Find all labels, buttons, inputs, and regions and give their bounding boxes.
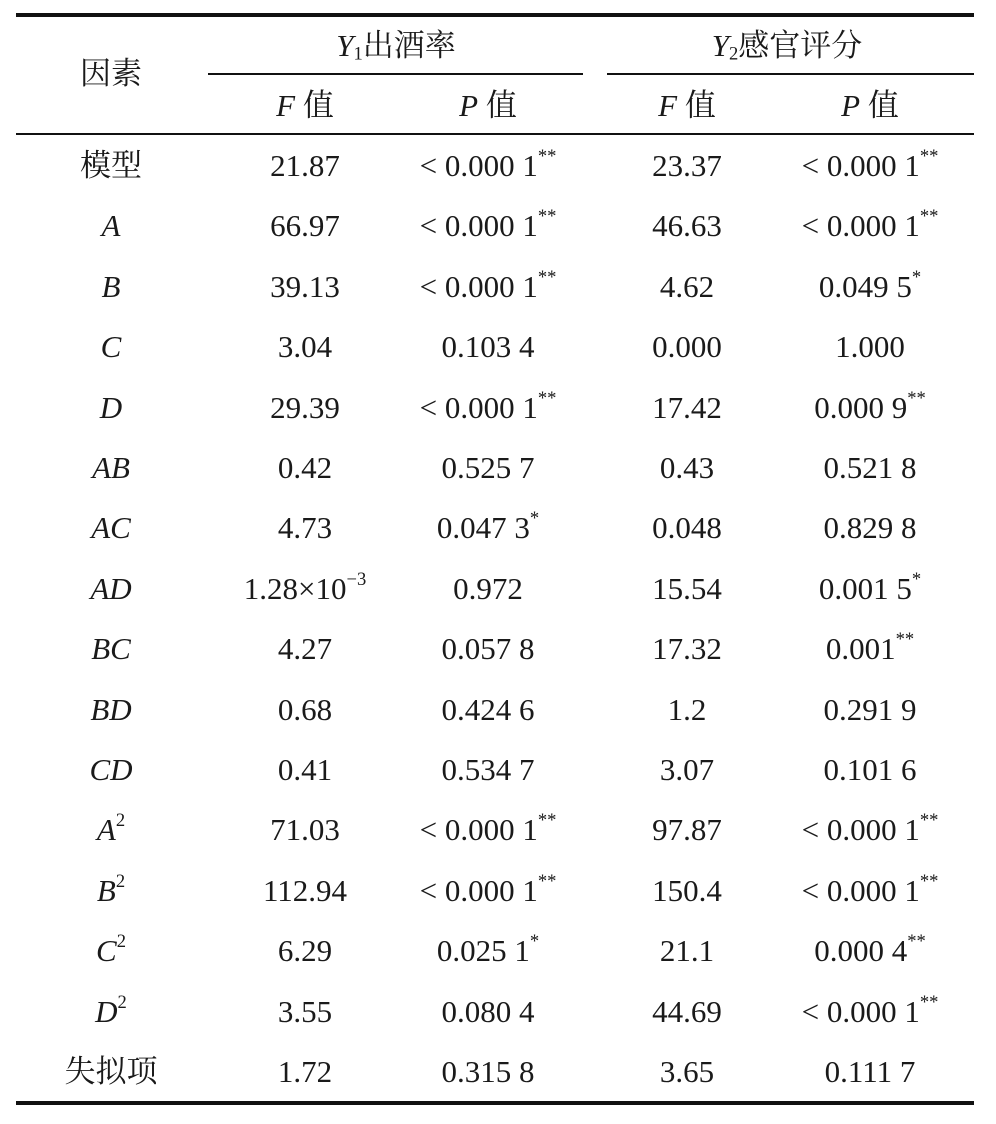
f-value-y1: [278, 750, 332, 790]
p-value-y1: [442, 1052, 535, 1092]
factor-cell: [80, 146, 142, 186]
f-value-text: 1.28×10: [243, 571, 347, 606]
p-value-text: 0.534 7: [441, 752, 535, 787]
factor-exponent: 2: [115, 871, 126, 893]
p-value-text: < 0.000 1: [801, 994, 920, 1029]
factor-cell: [89, 750, 132, 790]
significance-mark: *: [911, 569, 922, 591]
p-value-text: < 0.000 1: [801, 148, 920, 183]
factor-cell: [92, 448, 130, 488]
p-value-y2: [814, 388, 926, 428]
significance-mark: **: [919, 206, 939, 228]
p-value-y2: [802, 871, 939, 911]
f-value-y1: [244, 569, 367, 609]
p-value-text: 0.424 6: [441, 692, 535, 727]
p-value-text: < 0.000 1: [419, 269, 538, 304]
p-value-text: 0.111 7: [824, 1054, 916, 1089]
f-symbol: F: [276, 88, 296, 123]
p-value-text: 0.521 8: [823, 450, 917, 485]
f-value-text: 39.13: [270, 269, 340, 304]
p-value-text: 0.972: [453, 571, 523, 606]
factor-label: C: [100, 329, 122, 364]
f-value-text: 1.72: [277, 1054, 333, 1089]
factor-label: B: [96, 873, 116, 908]
f-value-text: 15.54: [652, 571, 722, 606]
f-value-y1: [278, 327, 332, 367]
p-value-y1: [442, 448, 535, 488]
f-value-y2: [652, 327, 722, 367]
factor-label: 模型: [80, 148, 142, 183]
p-value-text: 0.000 9: [814, 390, 908, 425]
p-value-y1: [437, 508, 539, 548]
f-value-y1: [278, 931, 332, 971]
significance-mark: **: [919, 810, 939, 832]
factor-cell: [96, 931, 126, 971]
f-value-text: 3.65: [659, 1054, 715, 1089]
f-value-y1: [278, 1052, 332, 1092]
p-value-text: < 0.000 1: [419, 148, 538, 183]
f-value-text: 3.04: [277, 329, 333, 364]
factor-exponent: 2: [117, 992, 127, 1014]
f-value-text: 17.32: [652, 631, 722, 666]
value-suffix: 值: [684, 88, 716, 123]
f-value-text: 97.87: [652, 812, 722, 847]
value-suffix: 值: [302, 88, 334, 123]
significance-mark: **: [537, 388, 557, 410]
p-value-text: 0.001: [825, 631, 896, 666]
f-value-text: 46.63: [652, 208, 722, 243]
p-value-y1: [420, 871, 557, 911]
f-value-y2: [652, 992, 722, 1032]
f-value-text: 150.4: [652, 873, 722, 908]
f-value-text: 66.97: [270, 208, 340, 243]
group1-symbol: Y: [336, 28, 354, 63]
f-value-text: 0.41: [277, 752, 333, 787]
factor-cell: [100, 388, 122, 428]
f-value-y1: [278, 992, 332, 1032]
p-value-text: < 0.000 1: [801, 873, 920, 908]
significance-mark: **: [537, 871, 557, 893]
p-value-text: 0.829 8: [823, 510, 917, 545]
p-value-text: 0.315 8: [441, 1054, 535, 1089]
factor-label: AD: [90, 571, 132, 606]
f-value-text: 21.1: [659, 933, 715, 968]
p-value-text: < 0.000 1: [801, 208, 920, 243]
group1-subscript: 1: [353, 43, 363, 65]
f-value-text: 0.68: [277, 692, 333, 727]
p-value-y1: [442, 327, 535, 367]
factor-cell: [97, 871, 125, 911]
p-value-y2: [802, 206, 939, 246]
factor-label: D: [95, 994, 118, 1029]
f-value-text: 0.000: [652, 329, 722, 364]
f-value-y1: [270, 810, 340, 850]
p-value-y1: [442, 750, 535, 790]
p-value-text: 0.080 4: [441, 994, 535, 1029]
f-value-text: 4.62: [659, 269, 715, 304]
significance-mark: **: [919, 146, 939, 168]
f-value-y1: [270, 206, 340, 246]
f-value-y1: [278, 448, 332, 488]
f-value-text: 6.29: [277, 933, 333, 968]
f-value-text: 4.73: [277, 510, 333, 545]
f-value-text: 0.42: [277, 450, 333, 485]
f-value-y2: [652, 508, 722, 548]
significance-mark: *: [911, 267, 922, 289]
factor-label: AB: [92, 450, 130, 485]
p-value-text: 0.103 4: [441, 329, 535, 364]
f-value-y2: [652, 569, 722, 609]
factor-label: BD: [90, 692, 132, 727]
f-value-y2: [652, 810, 722, 850]
factor-label: B: [101, 269, 121, 304]
p-value-y2: [819, 267, 921, 307]
factor-cell: [97, 810, 125, 850]
significance-mark: **: [537, 146, 557, 168]
factor-cell: [102, 267, 121, 307]
f-value-text: 29.39: [270, 390, 340, 425]
value-suffix: 值: [867, 88, 899, 123]
f-value-y2: [668, 690, 707, 730]
f-value-y2: [652, 206, 722, 246]
factor-label: D: [99, 390, 123, 425]
p-value-y2: [819, 569, 921, 609]
p-value-y1: [442, 629, 535, 669]
p-value-text: < 0.000 1: [801, 812, 920, 847]
factor-label: CD: [89, 752, 133, 787]
factor-label: C: [96, 933, 117, 968]
p-value-text: 0.001 5: [818, 571, 912, 606]
f-value-text: 3.55: [277, 994, 333, 1029]
f-value-text: 0.048: [652, 510, 722, 545]
group2-symbol: Y: [711, 28, 729, 63]
p-value-text: 1.000: [835, 329, 905, 364]
p-value-y2: [802, 992, 939, 1032]
p-value-text: < 0.000 1: [419, 390, 538, 425]
p-value-y2: [835, 327, 905, 367]
p-value-y2: [824, 690, 917, 730]
f-value-y1: [270, 267, 340, 307]
f-value-text: 4.27: [277, 631, 333, 666]
f-value-y1: [263, 871, 347, 911]
f-value-y1: [278, 508, 332, 548]
significance-mark: **: [537, 206, 557, 228]
factor-label: BC: [91, 631, 131, 666]
factor-exponent: 2: [116, 931, 126, 953]
f-value-y2: [652, 871, 722, 911]
significance-mark: **: [919, 871, 939, 893]
f-value-y1: [278, 690, 332, 730]
p-value-y2: [826, 629, 914, 669]
factor-cell: [91, 629, 131, 669]
p-value-text: < 0.000 1: [419, 208, 538, 243]
f-value-text: 0.43: [659, 450, 715, 485]
f-value-y2: [652, 629, 722, 669]
f-value-y2: [660, 931, 714, 971]
f-value-y1: [270, 388, 340, 428]
f-value-y2: [660, 750, 714, 790]
p-value-text: < 0.000 1: [419, 812, 538, 847]
factor-label: A: [101, 208, 121, 243]
factor-cell: [95, 992, 127, 1032]
p-value-y2: [824, 508, 917, 548]
f-symbol: F: [658, 88, 678, 123]
p-value-y2: [824, 448, 917, 488]
f-value-text: 23.37: [652, 148, 722, 183]
p-value-y2: [814, 931, 926, 971]
p-value-y1: [453, 569, 523, 609]
p-value-y1: [442, 690, 535, 730]
f-value-y1: [278, 629, 332, 669]
p-value-text: 0.525 7: [441, 450, 535, 485]
significance-mark: **: [919, 992, 939, 1014]
significance-mark: *: [529, 931, 540, 953]
f-value-text: 71.03: [270, 812, 340, 847]
p-value-text: 0.291 9: [823, 692, 917, 727]
significance-mark: **: [907, 388, 926, 410]
header-factor: 因素: [80, 56, 142, 91]
f-value-text: 44.69: [652, 994, 722, 1029]
f-value-y2: [652, 388, 722, 428]
p-value-text: 0.101 6: [823, 752, 917, 787]
factor-cell: [101, 327, 122, 367]
significance-mark: *: [529, 508, 540, 530]
f-value-exponent: −3: [346, 569, 367, 591]
f-value-y2: [660, 448, 714, 488]
f-value-y2: [660, 1052, 714, 1092]
f-value-text: 3.07: [659, 752, 715, 787]
factor-label: AC: [91, 510, 131, 545]
f-value-y2: [652, 146, 722, 186]
p-value-y2: [824, 750, 917, 790]
p-value-y2: [802, 810, 939, 850]
p-value-text: 0.049 5: [818, 269, 912, 304]
p-value-text: 0.057 8: [441, 631, 535, 666]
p-value-text: 0.047 3: [436, 510, 530, 545]
p-value-text: < 0.000 1: [419, 873, 538, 908]
factor-label: A: [96, 812, 116, 847]
f-value-y2: [660, 267, 714, 307]
f-value-text: 1.2: [667, 692, 707, 727]
f-value-text: 17.42: [652, 390, 722, 425]
p-value-y1: [420, 146, 557, 186]
factor-cell: [90, 690, 131, 730]
value-suffix: 值: [485, 88, 517, 123]
p-value-y1: [420, 810, 557, 850]
f-value-y1: [270, 146, 340, 186]
factor-exponent: 2: [115, 810, 126, 832]
p-value-y1: [437, 931, 539, 971]
factor-cell: [102, 206, 121, 246]
f-value-text: 21.87: [270, 148, 340, 183]
p-value-y2: [825, 1052, 916, 1092]
p-value-y2: [802, 146, 939, 186]
factor-label: 失拟项: [64, 1054, 158, 1089]
p-value-y1: [420, 206, 557, 246]
group2-subscript: 2: [728, 43, 739, 65]
significance-mark: **: [907, 931, 926, 953]
p-symbol: P: [841, 88, 861, 123]
p-value-y1: [420, 267, 557, 307]
f-value-text: 112.94: [262, 873, 348, 908]
p-symbol: P: [459, 88, 479, 123]
p-value-y1: [420, 388, 557, 428]
p-value-text: 0.000 4: [814, 933, 908, 968]
factor-cell: [65, 1052, 158, 1092]
group2-name: 感官评分: [738, 28, 863, 63]
significance-mark: **: [895, 629, 915, 651]
p-value-y1: [442, 992, 535, 1032]
group1-name: 出酒率: [362, 28, 456, 63]
significance-mark: **: [537, 267, 557, 289]
factor-cell: [91, 508, 131, 548]
factor-cell: [90, 569, 131, 609]
p-value-text: 0.025 1: [436, 933, 530, 968]
significance-mark: **: [537, 810, 557, 832]
